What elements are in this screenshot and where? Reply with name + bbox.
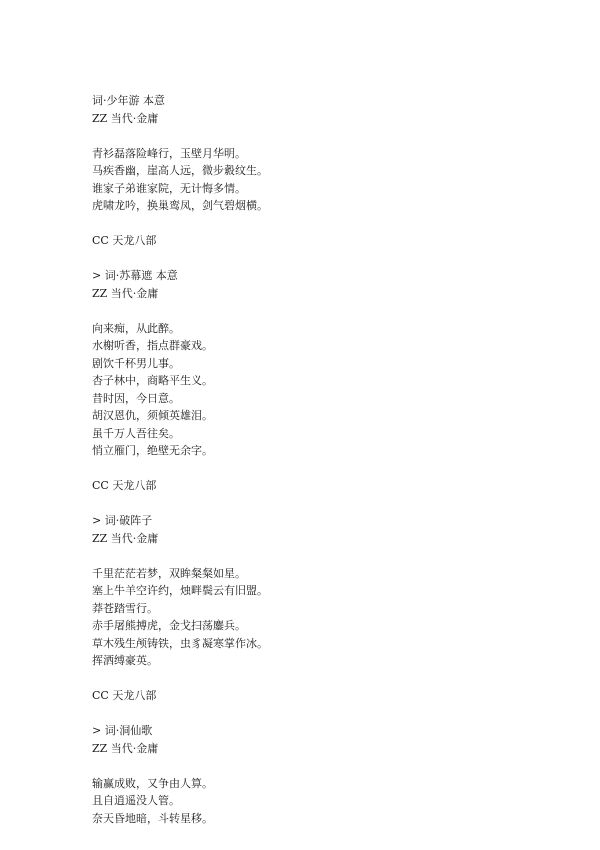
poem-line: 挥洒缚豪英。 xyxy=(92,654,158,667)
poem-line: 剧饮千杯男儿事。 xyxy=(92,356,180,370)
document-page xyxy=(92,92,562,827)
poem-line: 千里茫茫若梦，双眸粲粲如星。 xyxy=(92,566,246,580)
poem-line: 奈天昏地暗，斗转星移。 xyxy=(92,811,213,825)
poem-title: > 词·苏幕遮 本意 xyxy=(92,269,178,282)
poem-section xyxy=(92,92,562,267)
poem-title: 词·少年游 本意 xyxy=(92,94,165,107)
poem-title: > 词·破阵子 xyxy=(92,514,153,527)
poem-line: 胡汉恩仇，须倾英雄泪。 xyxy=(92,409,213,422)
poem-line: 虽千万人吾往矣。 xyxy=(92,426,180,440)
poem-author: ZZ 当代·金庸 xyxy=(92,286,159,300)
poem-line: 谁家子弟谁家院，无计悔多情。 xyxy=(92,181,246,195)
poem-line: 草木残生颅铸铁，虫豸凝寒掌作冰。 xyxy=(92,636,268,650)
poem-line: 虎啸龙吟，换巢鸾凤，剑气碧烟横。 xyxy=(92,199,268,212)
poem-line: 莽苍踏雪行。 xyxy=(92,601,158,615)
poem-author: ZZ 当代·金庸 xyxy=(92,741,159,755)
poem-line: 向来痴，从此醉。 xyxy=(92,321,180,335)
poem-title: > 词·洞仙歌 xyxy=(92,724,153,737)
poem-line: 赤手屠熊搏虎，金戈扫荡鏖兵。 xyxy=(92,619,246,632)
poem-section xyxy=(92,512,562,722)
poem-line: 杏子林中，商略平生义。 xyxy=(92,374,213,387)
poem-line: 昔时因，今日意。 xyxy=(92,391,180,405)
poem-source: CC 天龙八部 xyxy=(92,479,157,492)
poem-source: CC 天龙八部 xyxy=(92,689,157,702)
poem-source: CC 天龙八部 xyxy=(92,234,157,247)
poem-line: 且自逍遥没人管。 xyxy=(92,794,180,807)
poem-line: 青衫磊落险峰行，玉壁月华明。 xyxy=(92,146,246,160)
poem-author: ZZ 当代·金庸 xyxy=(92,531,159,545)
poem-section xyxy=(92,722,562,827)
poem-line: 马疾香幽，崖高人远，微步縠纹生。 xyxy=(92,164,268,177)
poem-line: 水榭听香，指点群豪戏。 xyxy=(92,339,213,352)
poem-section xyxy=(92,267,562,512)
poem-author: ZZ 当代·金庸 xyxy=(92,111,159,125)
poem-line: 输赢成败，又争由人算。 xyxy=(92,776,213,790)
poem-line: 悄立雁门，绝壁无余字。 xyxy=(92,444,213,457)
poem-line: 塞上牛羊空许约，烛畔鬓云有旧盟。 xyxy=(92,584,268,597)
